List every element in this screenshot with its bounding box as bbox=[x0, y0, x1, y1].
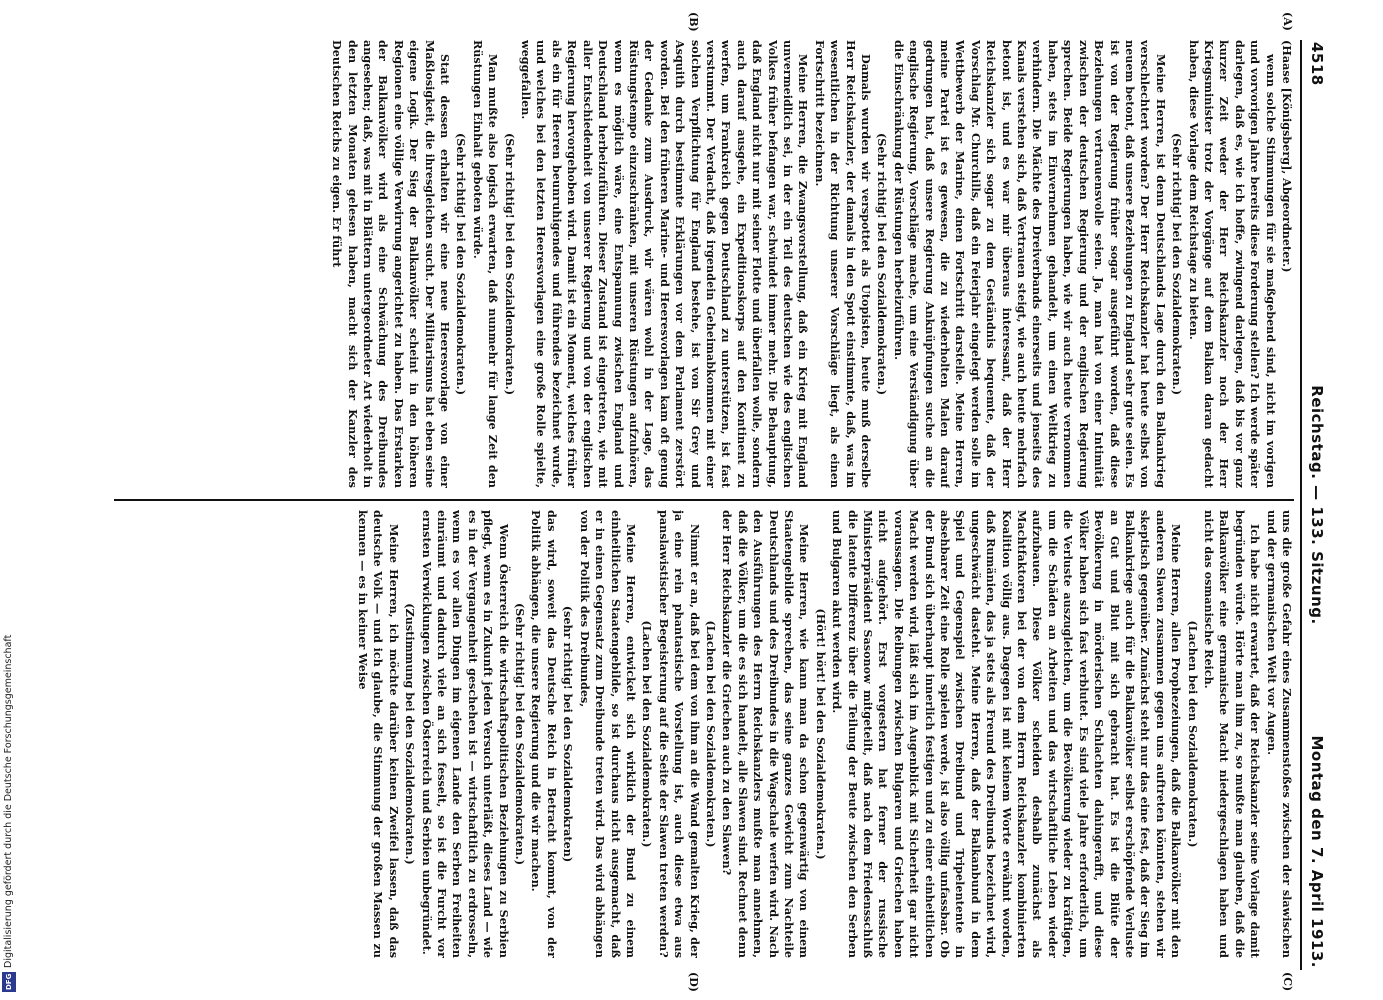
interjection: (Zustimmung bei den Sozialdemokraten.) bbox=[403, 603, 418, 865]
rotated-page bbox=[55, 12, 1330, 992]
side-strip bbox=[0, 0, 18, 1000]
interjection: (Sehr richtig! bei den Sozialdemokraten.) bbox=[454, 133, 469, 395]
paragraph: uns die große Gefahr eines Zusammenstoßes zwischen der slawischen und der germanischen Welt vor Augen. bbox=[1264, 510, 1294, 958]
dfg-logo: DFG bbox=[2, 972, 16, 992]
margin-mark-c: (C) bbox=[1281, 972, 1294, 992]
paragraph: Meine Herren, ist denn Deutschlands Lage durch den Balkankrieg verschlechtert worden? Der Herr Reichskanzler hat heute selbst von neuem betont, daß unsere Beziehungen zu England sehr gute seien. Es ist von der Regierung früher sogar ausgeführt worden, daß diese Beziehungen vertrauensvolle seien. Ja, man hat von einer Intimität zwischen der deutschen Regierung und der englischen Regierung sprechen. Beide Regierungen haben, wie wir auch heute vernommen haben, stets im Einvernehmen gehandelt, um einen Weltkrieg zu verhindern. Die Mächte des Dreiverbands einerseits und jenseits des Kanals verstehen sich, daß Vertrauen steigt, wie auch heute mehrfach betont ist, und es war mir überaus interessant, daß der Herr Reichskanzler sich sogar zu dem Geständnis bequemte, daß der Vorschlag Mr. Churchills, daß ein Feierjahr eingelegt werden solle im Wettbewerb der Marine, einen Fortschritt darstelle. Meine Herren, meine Partei ist es gewesen, die zu wiederholten Malen darauf gedrungen hat, daß unsere Regierung Anknüpfungen suche an die englische Regierung, Vorschläge mache, um eine Verständigung über die Einschränkung der Rüstungen herbeizuführen. bbox=[891, 40, 1168, 488]
paragraph: Ich habe nicht erwartet, daß der Reichskanzler seine Vorlage damit begründen würde. Hörte man ihm zu, so mußte man glauben, daß die Balkanvölker eine germanische Macht niedergeschlagen haben und nicht das osmanische Reich. bbox=[1201, 510, 1263, 958]
left-column bbox=[64, 40, 1294, 488]
paragraph: Nimmt er an, daß bei dem von ihm an die Wand gemalten Krieg, der ja eine rein phantastische Vorstellung ist, auch diese etwa aus panslawistischer Begeisterung auf die Seite der Slawen treten werden? bbox=[656, 510, 702, 958]
margin-mark-b: (B) bbox=[687, 12, 700, 32]
session-date: Montag den 7. April 1913. bbox=[1308, 735, 1326, 968]
paragraph: Man mußte also logisch erwarten, daß nunmehr für lange Zeit den Rüstungen Einhalt geboten würde. bbox=[470, 40, 501, 488]
paragraph: Wenn Österreich die wirtschaftspolitischen Beziehungen zu Serbien pflegt, wenn es in Zukunft jeden Versuch unterläßt, dieses Land — wie es in der Vergangenheit geschehen ist — wirtschaftlich zu erdrosseln, wenn es vor allen Dingen im eigenen Lande den Serben Freiheiten einräumt und dadurch viele an sich fesselt, so ist die Furcht vor ernsten Verwicklungen zwischen Österreich und Serbien unbegründet. bbox=[419, 510, 511, 958]
interjection: (Lachen bei den Sozialdemokraten.) bbox=[1185, 620, 1200, 848]
page-title: Reichstag. — 133. Sitzung. bbox=[1308, 385, 1326, 625]
paragraph: Meine Herren, wie kann man da schon gegenwärtig von einem Staatengebilde sprechen, das seine ganzes Gewicht zum Nachteile Deutschlands und des Dreibundes in die Wagschale werfen wird. Nach den Ausführungen des Herrn Reichskanzlers mußte man annehmen, daß die Völker, um die es sich handelt, alle Slawen sind. Rechnet denn der Herr Reichskanzler die Griechen auch zu den Slawen? bbox=[720, 510, 812, 958]
interjection: (Sehr richtig! bei den Sozialdemokraten.) bbox=[502, 133, 517, 395]
interjection: (Sehr richtig! bei den Sozialdemokraten.) bbox=[1170, 133, 1185, 395]
paragraph: das wird, soweit das Deutsche Reich in Betracht kommt, von der Politik abhängen, die unsere Regierung und die wir machen. bbox=[529, 510, 559, 958]
dfg-credit: Digitalisierung gefördert durch die Deutsche Forschungsgemeinschaft bbox=[3, 634, 14, 968]
page-number: 4518 bbox=[1308, 42, 1326, 86]
paragraph: Meine Herren, allen Prophezeiungen, daß die Balkanvölker mit den anderen Slawen zusammen gegen uns auftreten könnten, stehen wir skeptisch gegenüber. Zunächst steht nur das eine fest, daß der Sieg im Balkankriege auch für die Balkanvölker selbst erschöpfende Verluste an Gut und Blut mit sich gebracht hat. Es ist die Blüte der Bevölkerung in mörderischen Schlachten dahingerafft, und diese Völker haben sich fast verblutet. Es sind viele Jahre erforderlich, um die Verluste auszugleichen, um die Bevölkerung wieder zu kräftigen, um die Schäden an Arbeiten und das wirtschaftliche Leben wieder aufzubauen. Diese Völker scheiden deshalb zunächst als Machtfaktoren bei der von dem Herrn Reichskanzler kombinierten Koalition völlig aus. Dagegen ist mit keinem Worte erwähnt worden, daß Rumänien, das ja stets als Freund des Dreibunds bezeichnet wird, ungeschwächt dasteht. Meine Herren, daß der Balkanbund in dem Spiel und Gegenspiel zwischen Dreibund und Tripelentente in absehbarer Zeit eine Rolle spielen werde, ist also völlig unfassbar. Ob der Bund sich überhaupt innerlich festigen und zu einer einheitlichen Macht werden wird, läßt sich im Augenblick mit Sicherheit gar nicht voraussagen. Die Reibungen zwischen Bulgaren und Griechen haben nicht aufgehört. Erst vorgestern hat ferner der russische Ministerpräsident Sasonow mitgeteilt, daß nach dem Friedensschluß die latente Differenz über die Teilung der Beute zwischen den Serben und Bulgaren akut werden wird. bbox=[830, 510, 1184, 958]
paragraph: Meine Herren, ich möchte darüber keinen Zweifel lassen, daß das deutsche Volk — und ich glaube, die Stimmung der großen Massen zu kennen — es in keiner Weise bbox=[356, 510, 401, 958]
interjection: (sehr richtig! bei den Sozialdemokraten) bbox=[561, 605, 576, 863]
margin-mark-a: (A) bbox=[1281, 12, 1294, 31]
paragraph: Damals wurden wir verspottet als Utopisten, heute muß derselbe Herr Reichskanzler, der damals in den Spott einstimmte, daß, was im wesentlichen in der Richtung unserer Vorschläge liegt, als einen Fortschritt bezeichnen. bbox=[812, 40, 874, 488]
header-rule bbox=[1300, 40, 1302, 970]
margin-mark-d: (D) bbox=[687, 972, 700, 992]
page-header bbox=[1300, 40, 1330, 970]
speaker-line: (Haase [Königsberg], Abgeordneter.) bbox=[1280, 40, 1294, 273]
paragraph: Meine Herren, entwickelt sich wirklich der Bund zu einem einheitlichen Staatengebilde, so ist durchaus nicht ausgemacht, daß er in einen Gegensatz zum Dreibunde treten wird. Das wird abhängen von der Politik des Dreibundes, bbox=[577, 510, 638, 958]
column-divider bbox=[114, 499, 1294, 501]
interjection: (Lachen bei den Sozialdemokraten.) bbox=[703, 620, 718, 848]
interjection: (Hört! hört! bei den Sozialdemokraten.) bbox=[813, 608, 828, 860]
paragraph: Statt dessen erhalten wir eine neue Heeresvorlage von einer Maßlosigkeit, die ihresgleichen sucht. Der Militarismus hat eben seine eigene Logik. Der Sieg der Balkanvölker scheint in den höheren Regionen eine völlige Verwirrung angerichtet zu haben. Das Erstarken der Balkanvölker wird als eine Schwächung des Dreibundes angesehen; daß, was mit in Blättern untergeordneter Art wiederholt in den letzten Monaten gelesen haben, macht sich der Kanzler des Deutschen Reichs zu eigen. Er führt bbox=[330, 40, 453, 488]
interjection: (Lachen bei den Sozialdemokraten.) bbox=[640, 620, 655, 848]
interjection: (Sehr richtig! bei den Sozialdemokraten.) bbox=[875, 133, 890, 395]
paragraph: wenn solche Stimmungen für sie maßgebend sind, nicht im vorigen und vorvorigen Jahre bereits diese Forderung stellen? Ich werde später darlegen, daß es, wie ich hoffe, zwingend darlegen, daß bis vor ganz kurzer Zeit weder der Herr Reichskanzler noch der Herr Kriegsminister trotz der Vorgänge auf dem Balkan daran gedacht haben, diese Vorlage dem Reichstage zu bieten. bbox=[1186, 40, 1278, 488]
paragraph: Meine Herren, die Zwangsvorstellung, daß ein Krieg mit England unvermeidlich sei, in der ein Teil des deutschen wie des englischen Volkes früher befangen war, schwindet immer mehr. Die Behauptung, daß England nicht nur mit seiner Flotte und überfallen wolle, sondern auch darauf ausgehe, ein Expeditionskorps auf den Kontinent zu werfen, um Frankreich gegen Deutschland zu unterstützen, ist fast verstummt. Der Verdacht, daß irgendein Geheimabkommen mit einer solchen Verpflichtung für England bestehe, ist von Sir Grey und Asquith durch bestimmte Erklärungen vor dem Parlament zerstört worden. Bei den früheren Marine- und Heeresvorlagen kam oft genug der Gedanke zum Ausdruck, wir wären wohl in der Lage, das Rüstungstempo einzuschränken, mit unseren Rüstungen aufzuhören, wenn es möglich wäre, eine Entspannung zwischen England und Deutschland herbeizuführen. Dieser Zustand ist eingetreten, wie mit aller Entschiedenheit von unserer Regierung und von der englischen Regierung hervorgehoben wird. Damit ist ein Moment, welches früher als ein für Heeren beunruhigendes und führendes bezeichnet wurde, und welches bei den letzten Heeresvorlagen eine große Rolle spielte, weggefallen. bbox=[519, 40, 811, 488]
interjection: (Sehr richtig! bei den Sozialdemokraten.) bbox=[513, 603, 528, 865]
right-column bbox=[64, 510, 1294, 958]
